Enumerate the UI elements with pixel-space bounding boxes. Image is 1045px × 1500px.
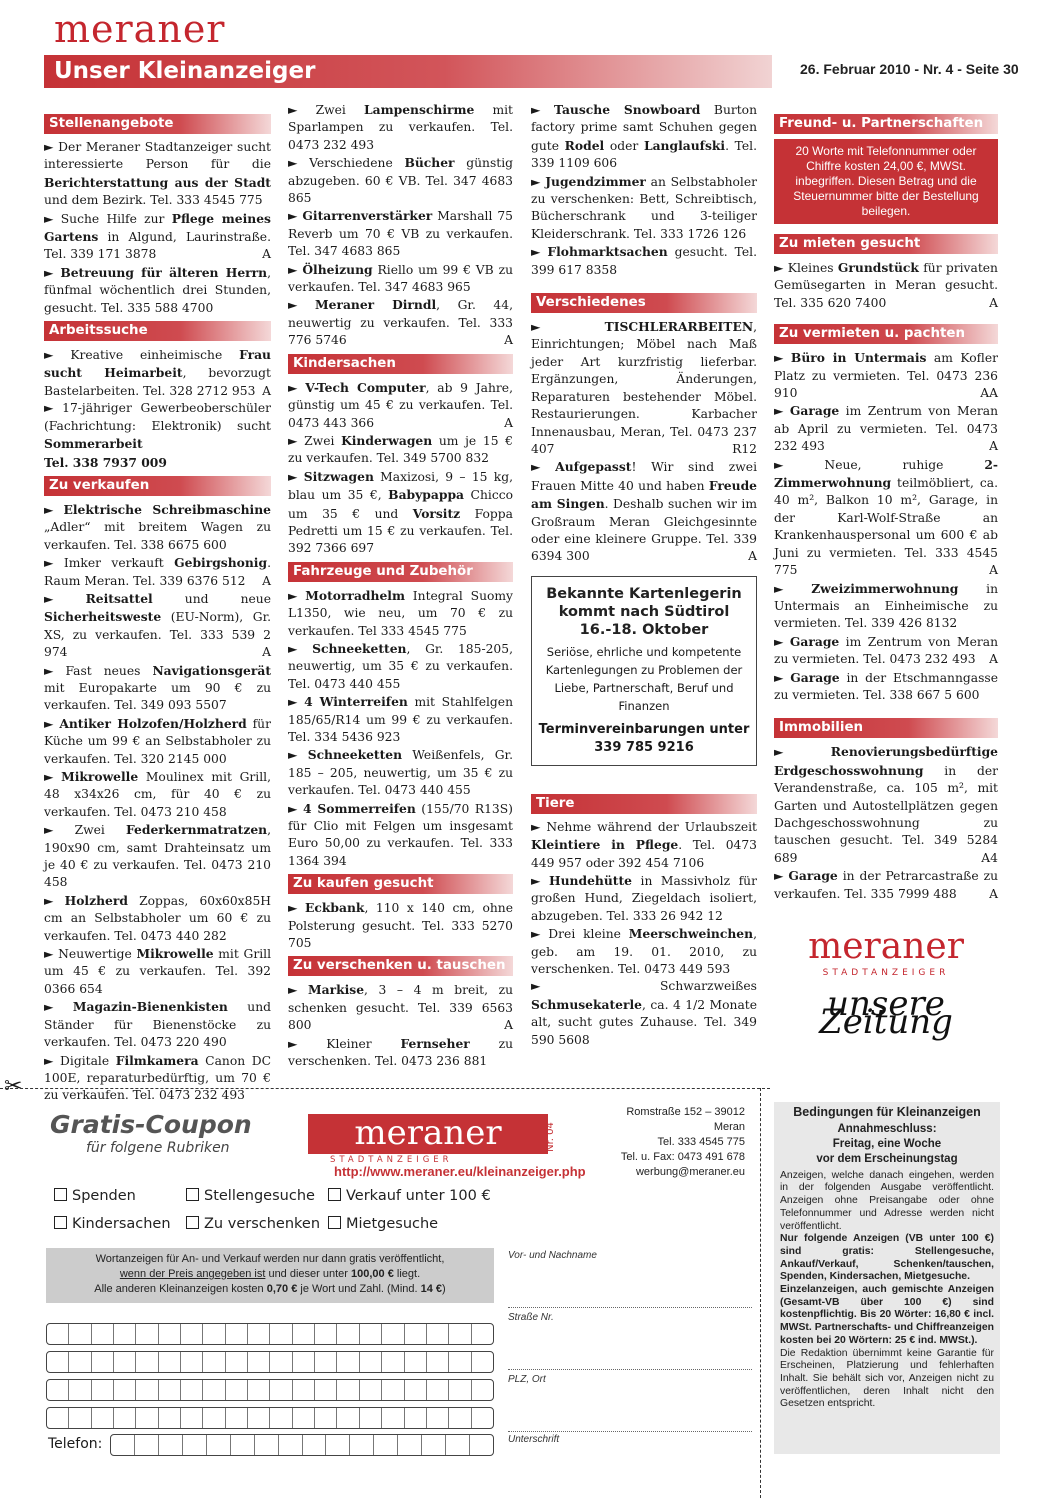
- checkbox-box[interactable]: [328, 1188, 341, 1201]
- classified-ad: ► Tausche Snowboard Burton factory prime samt Schuhen gegen gute Rodel oder Langlaufski. Tel. 339 1109 606: [531, 102, 758, 171]
- box-body: Seriöse, ehrliche und kompetente Kartenlegungen zu Problemen der Liebe, Partnerschaft, Beruf und Finanzen: [545, 644, 743, 713]
- classified-ad: ► Suche Hilfe zur Pflege meines Gartens in Algund, Laurinstraße. Tel. 339 171 3878 A: [44, 210, 271, 262]
- classified-ad: ► V-Tech Computer, ab 9 Jahre, günstig um 45 € zu verkaufen. Tel. 0473 443 366 A: [288, 379, 513, 430]
- stadtanzeiger-logo: meraner: [808, 926, 964, 967]
- classified-ad: ► Büro in Untermais am Kofler Platz zu vermieten. Tel. 0473 236 910 AA: [774, 350, 998, 401]
- text-entry-row[interactable]: [46, 1351, 494, 1373]
- classified-ad: ► Verschiedene Bücher günstig abzugeben. 60 € VB. Tel. 347 4683 865: [288, 155, 513, 206]
- telefon-input[interactable]: [110, 1434, 494, 1456]
- column-3: [531, 101, 757, 1049]
- conditions-p2: Nur folgende Anzeigen (VB unter 100 €) sind gratis: Stellengesuche, Ankauf/Verkauf, Schenken/tauschen, Spenden, Kindersachen, Mietgesuche.: [780, 1233, 994, 1283]
- text-entry-row[interactable]: [46, 1407, 494, 1429]
- classified-ad: ► Nehme während der Urlaubszeit Kleintiere in Pflege. Tel. 0473 449 957 oder 392 454 7106: [531, 819, 757, 870]
- classified-ad: ► Garage im Zentrum von Meran zu vermieten. Tel. 0473 232 493 A: [774, 633, 998, 667]
- classified-ad: ► Drei kleine Meerschweinchen, geb. am 19. 01. 2010, zu verschenken. Tel. 0473 449 593: [531, 926, 757, 976]
- section-header-kindersachen: Kindersachen: [288, 354, 513, 374]
- stadtanzeiger-logo-sub: STADTANZEIGER: [822, 968, 950, 978]
- classified-ad: ► Garage im Zentrum von Meran ab April zu vermieten. Tel. 0473 232 493 A: [774, 403, 998, 454]
- name-field[interactable]: Vor- und Nachname: [508, 1250, 752, 1308]
- signature-field[interactable]: Unterschrift: [508, 1434, 560, 1445]
- column-1: [44, 110, 271, 1105]
- classified-ad: ► Flohmarktsachen gesucht. Tel. 399 617 8358: [531, 244, 757, 277]
- coupon-logo-sub: STADTANZEIGER: [330, 1155, 453, 1165]
- checkbox-box[interactable]: [328, 1216, 341, 1229]
- section-header-zu-verschenken: Zu verschenken u. tauschen: [288, 956, 513, 976]
- cut-line: [0, 1088, 770, 1089]
- closing-deadline: Annahmeschluss: Freitag, eine Woche vor dem Erscheinungstag: [816, 1122, 958, 1165]
- classified-ad: ► Digitale Filmkamera Canon DC 100E, reparaturbedürftig, um 70 € zu verkaufen. Tel. 0473 232 493: [44, 1052, 271, 1103]
- section-banner: Unser Kleinanzeiger: [44, 55, 772, 88]
- section-header-zu-verkaufen: Zu verkaufen: [44, 476, 271, 496]
- classified-ad: ► Motorradhelm Integral Suomy L1350, wie neu, um 70 € zu verkaufen. Tel 333 4545 775: [288, 587, 513, 638]
- classified-ad: ► Elektrische Schreibmaschine „Adler“ mit breitem Wagen zu verkaufen. Tel. 338 6675 600: [44, 501, 271, 552]
- classified-ad: ► Aufgepasst! Wir sind zwei Frauen Mitte 40 und haben Freude am Singen. Deshalb suchen wir im Großraum Meran Gleichgesinnte oder eine kleinere Gruppe. Tel. 339 6394 300 A: [531, 459, 757, 564]
- classified-ad: ► Markise, 3 – 4 m breit, zu schenken gesucht. Tel. 339 6563 800 A: [288, 982, 513, 1033]
- classified-ad: ► Ölheizung Riello um 99 € VB zu verkaufen. Tel. 347 4683 965: [288, 261, 513, 295]
- checkbox-box[interactable]: [54, 1188, 67, 1201]
- column-2: [288, 101, 513, 1071]
- text-entry-row[interactable]: [46, 1379, 494, 1401]
- section-header-zu-kaufen-gesucht: Zu kaufen gesucht: [288, 874, 513, 894]
- classified-ad: ► Schneeketten, Gr. 185-205, neuwertig, um 35 € zu verkaufen. Tel. 0473 440 455: [288, 640, 513, 691]
- section-header-zu-mieten-gesucht: Zu mieten gesucht: [774, 234, 998, 254]
- telefon-label: Telefon:: [48, 1436, 103, 1452]
- checkbox-zu-verschenken[interactable]: Zu verschenken: [186, 1216, 320, 1232]
- classified-ad: ► Zwei Lampenschirme mit Sparlampen zu verkaufen. Tel. 0473 232 493: [288, 102, 513, 152]
- scissors-icon: ✂: [4, 1074, 23, 1099]
- conditions-box: [774, 1102, 1000, 1454]
- classified-ad: ► Hundehütte in Massivholz für großen Hund, Ziegeldach isoliert, abzugeben. Tel. 333 26 942 12: [531, 872, 757, 923]
- checkbox-kindersachen[interactable]: Kindersachen: [54, 1216, 171, 1232]
- classified-ad: ► Zwei Federkernmatratzen, 190x90 cm, samt Drahteinsatz um je 40 € zu verkaufen. Tel. 0473 210 458: [44, 822, 271, 890]
- section-header-fahrzeuge: Fahrzeuge und Zubehör: [288, 562, 513, 582]
- classified-ad: ► Gitarrenverstärker Marshall 75 Reverb um 70 € VB zu verkaufen. Tel. 347 4683 865: [288, 208, 513, 259]
- section-header-stellenangebote: Stellenangebote: [44, 114, 271, 134]
- classified-ad: ► Garage in der Etschmanngasse zu vermieten. Tel. 338 667 5 600: [774, 669, 998, 702]
- checkbox-verkauf[interactable]: Verkauf unter 100 €: [328, 1188, 491, 1204]
- section-header-arbeitssuche: Arbeitssuche: [44, 321, 271, 341]
- masthead-logo: meraner: [54, 7, 226, 51]
- pricing-note: Wortanzeigen für An- und Verkauf werden nur dann gratis veröffentlicht, wenn der Preis angegeben ist und dieser unter 100,00 € liegt. Alle anderen Kleinanzeigen kosten 0,70 € je Wort und Zahl. (Mind. 14 €): [46, 1248, 494, 1303]
- checkbox-box[interactable]: [186, 1188, 199, 1201]
- classified-ad: ► Imker verkauft Gebirgshonig. Raum Meran. Tel. 339 6376 512 A: [44, 555, 271, 588]
- publisher-address: Romstraße 152 – 39012 Meran Tel. 333 4545 775 Tel. u. Fax: 0473 491 678 werbung@meraner.eu: [620, 1106, 745, 1178]
- box-bottom: Terminvereinbarungen unter 339 785 9216: [538, 721, 750, 755]
- conditions-title: Bedingungen für Kleinanzeigen: [793, 1105, 981, 1119]
- classified-ad: ► Zwei Kinderwagen um je 15 € zu verkaufen. Tel. 349 5700 832: [288, 432, 514, 466]
- classified-ad: ► Meraner Dirndl, Gr. 44, neuwertig zu verkaufen. Tel. 333 776 5746 A: [288, 297, 513, 348]
- classified-ad: ► Magazin-Bienenkisten und Ständer für Bienenstöcke zu verkaufen. Tel. 0473 220 490: [44, 999, 271, 1050]
- section-header-verschiedenes: Verschiedenes: [531, 293, 757, 313]
- classified-ad: ► Kleines Grundstück für privaten Gemüsegarten in Meran gesucht. Tel. 335 620 7400 A: [774, 260, 998, 310]
- classified-ad: ► Mikrowelle Moulinex mit Grill, 48 x34x26 cm, für 40 € zu verkaufen. Tel. 0473 210 458: [44, 769, 271, 819]
- coupon-logo: meraner Nr. 04: [308, 1114, 548, 1154]
- classified-ad: ► TISCHLERARBEITEN, Einrichtungen; Möbel nach Maß jeder Art kurzfristig lieferbar. Ergänzungen, Änderungen, Reparaturen bestehender Möbel. Restaurierungen. Karbacher Innenausbau, Meran, Tel. 0473 237 407 R12: [531, 319, 757, 456]
- checkbox-stellengesuche[interactable]: Stellengesuche: [186, 1188, 315, 1204]
- classified-ad: ► Sitzwagen Maxizosi, 9 – 15 kg, blau um 35 €, Babypappa Chicco um 35 € und Vorsitz Foppa Pedretti um 15 € zu verkaufen. Tel. 392 7366 697: [288, 468, 513, 556]
- kartenlegerin-ad-box: [531, 576, 757, 766]
- classified-ad: ► Kreative einheimische Frau sucht Heimarbeit, bevorzugt Bastelarbeiten. Tel. 328 2712 953 A: [44, 347, 271, 398]
- coupon-url[interactable]: http://www.meraner.eu/kleinanzeiger.php: [334, 1164, 586, 1179]
- checkbox-box[interactable]: [54, 1216, 67, 1229]
- city-field[interactable]: PLZ, Ort: [508, 1374, 752, 1432]
- classified-ad: ► Betreuung für älteren Herrn, fünfmal wöchentlich drei Stunden, gesucht. Tel. 335 588 4700: [44, 264, 271, 315]
- classified-ad: ► Kleiner Fernseher zu verschenken. Tel. 0473 236 881: [288, 1035, 513, 1069]
- classified-ad: ► Neuwertige Mikrowelle mit Grill um 45 € zu verkaufen. Tel. 392 0366 654: [44, 946, 272, 996]
- section-header-zu-vermieten: Zu vermieten u. pachten: [774, 324, 998, 344]
- classified-ad: ► Schneeketten Weißenfels, Gr. 185 – 205, neuwertig, um 35 € zu verkaufen. Tel. 0473 440 455: [288, 747, 513, 798]
- section-header-immobilien: Immobilien: [774, 718, 998, 738]
- classified-ad: ► Neue, ruhige 2-Zimmerwohnung teilmöbliert, ca. 40 m², Balkon 10 m², Garage, in der Karl-Wolf-Straße an Krankenhauspersonal um 600 € ab Juni zu vermieten. Tel. 333 4545 775 A: [774, 456, 998, 578]
- classified-ad: ► 4 Sommerreifen (155/70 R13S) für Clio mit Felgen um insgesamt Euro 50,00 zu verkaufen. Tel. 333 1364 394: [288, 800, 513, 868]
- issue-number: Nr. 04: [545, 1122, 557, 1152]
- classified-ad: ► Zweizimmerwohnung in Untermais an Einheimische zu vermieten. Tel. 339 426 8132: [774, 580, 998, 631]
- section-header-tiere: Tiere: [531, 794, 757, 814]
- classified-ad: ► Jugendzimmer an Selbstabholer zu verschenken: Bett, Schreibtisch, Bücherschrank und 3-teiliger Kleiderschrank. Tel. 333 1726 126: [531, 173, 757, 241]
- section-header-partnerschaften: Freund- u. Partnerschaften: [774, 114, 998, 134]
- classified-ad: ► Fast neues Navigationsgerät mit Europakarte um 90 € zu verkaufen. Tel. 349 093 5507: [44, 662, 271, 713]
- box-date: 16.-18. Oktober: [579, 621, 709, 638]
- unsere-zeitung-signature: unsere Zeitung: [819, 984, 953, 1042]
- text-entry-row[interactable]: [46, 1323, 494, 1345]
- partnership-info: 20 Worte mit Telefonnummer oder Chiffre kosten 24,00 €, MWSt. inbegriffen. Diesen Betrag und die Steuernummer bitte der Bestellung beilegen.: [774, 139, 998, 224]
- classified-ad: ► Holzherd Zoppas, 60x60x85H cm an Selbstabholer um 60 € zu verkaufen. Tel. 0473 440 282: [44, 892, 271, 943]
- classified-ad: ► Schwarzweißes Schmusekaterle, ca. 4 1/2 Monate alt, sucht gutes Zuhause. Tel. 349 590 5608: [531, 979, 757, 1047]
- conditions-p1: Anzeigen, welche danach eingehen, werden in der folgenden Ausgabe veröffentlicht. Anzeigen ohne Preisangabe oder ohne Telefonnummer und Adresse werden nicht veröffentlicht.: [780, 1169, 994, 1232]
- classified-ad: ► 4 Winterreifen mit Stahlfelgen 185/65/R14 um 99 € zu verkaufen. Tel. 334 5436 923: [288, 694, 513, 744]
- conditions-p3: Einzelanzeigen, auch gemischte Anzeigen (Gesamt-VB über 100 €) sind kostenpflichtig. Bis 20 Wörter: 16,80 € incl. MWSt. Partnerschafts- und Chiffreanzeigen kosten bei 20 Wörtern: 25 € ind. MWSt.).: [780, 1284, 994, 1346]
- classified-ad: ► Garage in der Petrarcastraße zu verkaufen. Tel. 335 7999 488 A: [774, 868, 998, 901]
- coupon-subtitle: für folgene Rubriken: [86, 1140, 230, 1156]
- classified-ad: ► Der Meraner Stadtanzeiger sucht interessierte Person für die Berichterstattung aus der Stadt und dem Bezirk. Tel. 333 4545 775: [44, 140, 271, 208]
- conditions-p4: Die Redaktion übernimmt keine Garantie für Erscheinen, Platzierung und fehlerhaften Inhalt. Sie behält sich vor, Anzeigen nicht zu veröffentlichen, deren Inhalt nicht den Gesetzen entspricht.: [780, 1347, 994, 1410]
- checkbox-spenden[interactable]: Spenden: [54, 1188, 136, 1204]
- classified-ad: ► 17-jähriger Gewerbeoberschüler (Fachrichtung: Elektronik) sucht Sommerarbeit Tel. 338 7937 009: [44, 401, 271, 470]
- checkbox-box[interactable]: [186, 1216, 199, 1229]
- classified-ad: ► Antiker Holzofen/Holzherd für Küche um 99 € an Selbstabholer zu verkaufen. Tel. 320 2145 000: [44, 715, 271, 766]
- classified-ad: ► Reitsattel und neue Sicherheitsweste (EU-Norm), Gr. XS, zu verkaufen. Tel. 333 539 2 974 A: [44, 590, 271, 660]
- column-4: [774, 110, 998, 1042]
- street-field[interactable]: Straße Nr.: [508, 1312, 752, 1370]
- box-title: Bekannte Kartenlegerin kommt nach Südtirol: [546, 585, 742, 620]
- issue-dateline: 26. Februar 2010 - Nr. 4 - Seite 30: [800, 61, 1019, 77]
- coupon-title: Gratis-Coupon: [50, 1110, 252, 1139]
- classified-ad: ► Eckbank, 110 x 140 cm, ohne Polsterung gesucht. Tel. 333 5270 705: [288, 900, 513, 951]
- cut-line-vertical: [760, 1088, 761, 1498]
- checkbox-mietgesuche[interactable]: Mietgesuche: [328, 1216, 438, 1232]
- classified-ad: ► Renovierungsbedürftige Erdgeschosswohnung in der Verandenstraße, ca. 105 m², mit Garten und Autostellplätzen gegen Dachgeschosswohnung zu tauschen gesucht. Tel. 349 5284 689 A4: [774, 744, 998, 865]
